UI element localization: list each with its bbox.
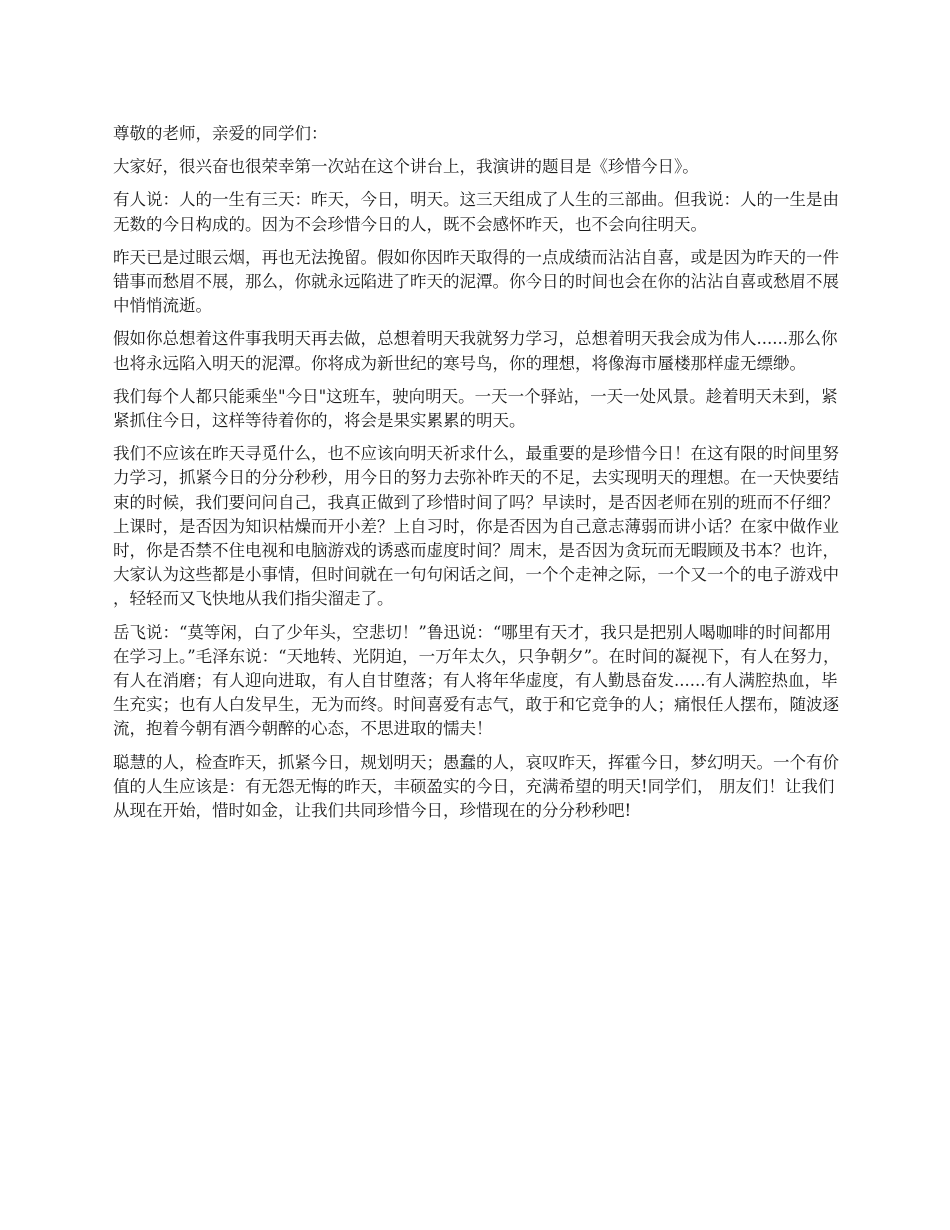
document-body: [113, 122, 841, 832]
paragraph: 岳飞说：“莫等闲，白了少年头，空悲切！”鲁迅说：“哪里有天才，我只是把别人喝咖啡的时间都用在学习上。”毛泽东说：“天地转、光阴迫，一万年太久，只争朝夕”。在时间的凝视下，有人在努力，有人在消磨；有人迎向进取，有人自甘堕落；有人将年华虚度，有人勤恳奋发......有人满腔热血，毕生充实；也有人白发早生，无为而终。时间喜爱有志气，敢于和它竞争的人；痛恨任人摆布，随波逐流，抱着今朝有酒今朝醉的心态，不思进取的懦夫！: [113, 622, 840, 739]
closing-paragraph: 聪慧的人，检查昨天，抓紧今日，规划明天；愚蠢的人，哀叹昨天，挥霍今日，梦幻明天。一个有价值的人生应该是：有无怨无悔的昨天，丰硕盈实的今日，充满希望的明天!同学们， 朋友们！让我们从现在开始，惜时如金，让我们共同珍惜今日，珍惜现在的分分秒秒吧!: [113, 752, 839, 821]
salutation: 尊敬的老师，亲爱的同学们：: [113, 124, 328, 143]
paragraph: 我们每个人都只能乘坐"今日"这班车，驶向明天。一天一个驿站，一天一处风景。趁着明天未到，紧紧抓住今日，这样等待着你的，将会是果实累累的明天。: [113, 386, 838, 431]
paragraph: 假如你总想着这件事我明天再去做，总想着明天我就努力学习，总想着明天我会成为伟人......那么你也将永远陷入明天的泥潭。你将成为新世纪的寒号鸟，你的理想，将像海市蜃楼那样虚无缥缈。: [113, 329, 838, 373]
opening-paragraph: 大家好，很兴奋也很荣幸第一次站在这个讲台上，我演讲的题目是《珍惜今日》。: [113, 157, 699, 177]
paragraph: 有人说：人的一生有三天：昨天，今日，明天。这三天组成了人生的三部曲。但我说：人的一生是由无数的今日构成的。因为不会珍惜今日的人，既不会感怀昨天，也不会向往明天。: [113, 190, 839, 234]
paragraph: 我们不应该在昨天寻觅什么，也不应该向明天祈求什么，最重要的是珍惜今日！在这有限的时间里努力学习，抓紧今日的分分秒秒，用今日的努力去弥补昨天的不足，去实现明天的理想。在一天快要结束的时候，我们要问问自己，我真正做到了珍惜时间了吗？早读时，是否因老师在别的班而不仔细？上课时，是否因为知识枯燥而开小差？上自习时，你是否因为自己意志薄弱而讲小话？在家中做作业时，你是否禁不住电视和电脑游戏的诱惑而虚度时间？周末，是否因为贪玩而无暇顾及书本？也许，大家认为这些都是小事情，但时间就在一句句闲话之间，一个个走神之际，一个又一个的电子游戏中，轻轻而又飞快地从我们指尖溜走了。: [113, 444, 839, 609]
paragraph: 昨天已是过眼云烟，再也无法挽留。假如你因昨天取得的一点成绩而沾沾自喜，或是因为昨天的一件错事而愁眉不展，那么，你就永远陷进了昨天的泥潭。你今日的时间也会在你的沾沾自喜或愁眉不展中悄悄流逝。: [113, 247, 839, 316]
